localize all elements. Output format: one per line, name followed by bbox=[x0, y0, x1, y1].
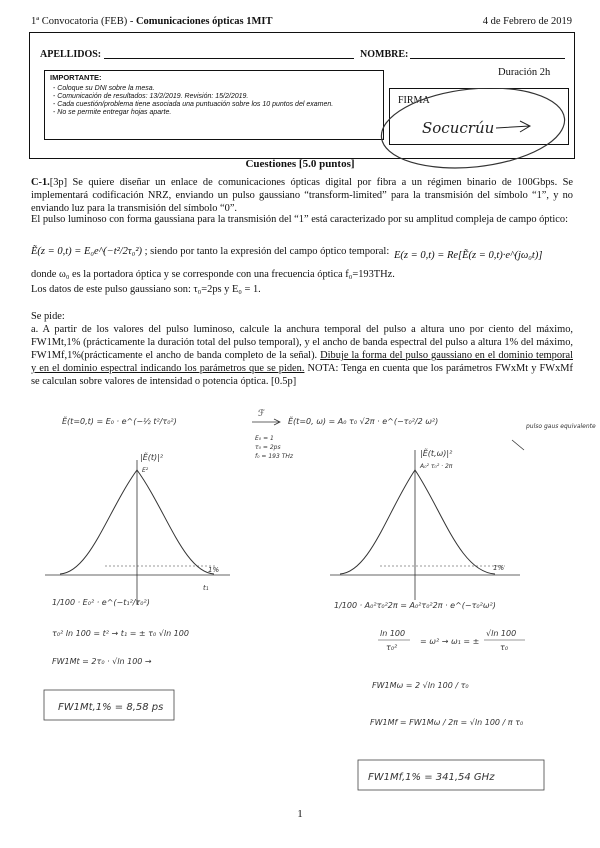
course-title: Comunicaciones ópticas 1MIT bbox=[135, 16, 273, 27]
important-item: - Cada cuestión/problema tiene asociada una puntuación sobre los 10 puntos del examen. bbox=[53, 101, 383, 109]
hw-right-note: pulso gaus equivalente bbox=[526, 423, 596, 430]
question-text: [3p] Se quiere diseñar un enlace de comunicaciones ópticas digital por fibra a un régimen binario de 100Gbps. Se implementará codificación NRZ, enviando un pulso gaussiano “transform-limited” para la transmisión del símbolo “1”, y no enviando luz para la transmisión del símbolo “0”. bbox=[31, 177, 573, 214]
equation-complex-field: Ẽ(z = 0,t) = E₀e^(−t²/2τ₀²) bbox=[31, 246, 142, 257]
part-a-note: NOTA: Tenga en cuenta que los parámetros FWxMt y FWxMf se calculan sobre valores de intensidad o potencia óptica. [0.5p] bbox=[31, 363, 573, 387]
question-paragraph-5: Se pide: bbox=[31, 311, 65, 322]
page-number: 1 bbox=[297, 808, 303, 820]
hw-left-eq2: τ₀² ln 100 = t² → t₁ = ± τ₀ √ln 100 bbox=[52, 629, 189, 638]
hw-right-peak: |Ẽ(t,ω)|² bbox=[420, 449, 453, 458]
hw-left-1pct: 1% bbox=[208, 566, 220, 574]
exam-header-left bbox=[31, 16, 272, 27]
important-notice-box bbox=[44, 70, 384, 140]
hw-right-a: A₀² τ₀² · 2π bbox=[420, 463, 453, 470]
exam-convocatoria: 1ª Convocatoria (FEB) - bbox=[31, 16, 136, 27]
signature-text: Socucrúu bbox=[422, 119, 495, 137]
important-item: - Coloque su DNI sobre la mesa. bbox=[53, 85, 383, 93]
exam-date: 4 de Febrero de 2019 bbox=[482, 16, 572, 27]
important-item: - Comunicación de resultados: 13/2/2019. Revisión: 15/2/2019. bbox=[53, 93, 383, 101]
hw-right-eq3: FW1Mω = 2 √ln 100 / τ₀ bbox=[372, 681, 469, 690]
question-paragraph-1 bbox=[31, 176, 573, 215]
section-title: Cuestiones [5.0 puntos] bbox=[245, 158, 355, 170]
part-a-underlined: Dibuje la forma del pulso gaussiano en el dominio temporal y en el dominio espectral indicando los parámetros que se piden. bbox=[31, 350, 573, 374]
equations-line bbox=[31, 246, 389, 257]
hw-right-formula: Ẽ(t=0, ω) = A₀ τ₀ √2π · e^(−τ₀²/2 ω²) bbox=[288, 417, 439, 426]
equation-connector: ; siendo por tanto la expresión del campo óptico temporal: bbox=[144, 246, 390, 257]
part-a-text: a. A partir de los valores del pulso luminoso, calcule la anchura temporal del pulso a altura uno por ciento del máximo, FW1Mt,1% (prácticamente la duración total del pulso temporal), y el ancho de banda espectral del pulso a altura 1% del máximo, FW1Mf,1%(prácticamente el ancho de banda completo de la señal). bbox=[31, 324, 573, 361]
hw-param-f0: f₀ = 193 THz bbox=[255, 453, 294, 460]
hw-left-t1: t₁ bbox=[203, 584, 209, 592]
important-list bbox=[45, 85, 383, 117]
hw-right-eq1: 1/100 · A₀²τ₀²2π = A₀²τ₀²2π · e^(−τ₀²ω²) bbox=[334, 601, 496, 610]
apellidos-label: APELLIDOS: bbox=[40, 49, 102, 60]
apellidos-field[interactable] bbox=[104, 58, 354, 59]
equation-temporal-field: E(z = 0,t) = Re[Ẽ(z = 0,t)·e^(jω₀t)] bbox=[394, 250, 543, 261]
question-part-a bbox=[31, 323, 573, 388]
hw-left-result: FW1Mt,1% = 8,58 ps bbox=[58, 702, 164, 713]
hw-left-eq1: 1/100 · E₀² · e^(−t₁²/τ₀²) bbox=[52, 598, 150, 607]
hw-right-eq4: FW1Mf = FW1Mω / 2π = √ln 100 / π τ₀ bbox=[370, 718, 524, 727]
hw-right-eq2e: τ₀ bbox=[500, 643, 509, 652]
hw-left-peak: |Ẽ(t)|² bbox=[140, 453, 164, 462]
nombre-field[interactable] bbox=[410, 58, 565, 59]
question-paragraph-2: El pulso luminoso con forma gaussiana para la transmisión del “1” está caracterizado por su amplitud compleja de campo óptico: bbox=[31, 214, 568, 225]
hw-right-eq2d: √ln 100 bbox=[486, 629, 517, 638]
question-id: C-1. bbox=[31, 177, 50, 188]
hw-fourier-symbol: ℱ bbox=[258, 409, 266, 419]
hw-right-eq2c: = ω² → ω₁ = ± bbox=[420, 637, 480, 646]
important-title: IMPORTANTE: bbox=[50, 73, 102, 82]
handwritten-solution bbox=[0, 400, 600, 800]
hw-right-eq2a: ln 100 bbox=[380, 629, 406, 638]
question-paragraph-4: Los datos de este pulso gaussiano son: τ₀=2ps y E₀ = 1. bbox=[31, 284, 261, 295]
hw-left-e2: E² bbox=[142, 467, 149, 474]
hw-right-eq2b: τ₀² bbox=[386, 643, 398, 652]
hw-param-e0: E₀ = 1 bbox=[255, 435, 274, 442]
important-item: - No se permite entregar hojas aparte. bbox=[53, 109, 383, 117]
hw-param-tau: τ₀ = 2ps bbox=[255, 444, 281, 451]
duration-label: Duración 2h bbox=[498, 67, 551, 78]
hw-left-eq3: FW1Mt = 2τ₀ · √ln 100 → bbox=[52, 657, 152, 666]
firma-label: FIRMA bbox=[398, 95, 430, 106]
hw-left-formula: Ẽ(t=0,t) = E₀ · e^(−½ t²/τ₀²) bbox=[62, 417, 177, 426]
hw-right-1pct: 1% bbox=[493, 564, 505, 572]
hw-right-result: FW1Mf,1% = 341,54 GHz bbox=[368, 772, 495, 783]
question-paragraph-3: donde ω₀ es la portadora óptica y se corresponde con una frecuencia óptica f₀=193THz. bbox=[31, 269, 395, 280]
nombre-label: NOMBRE: bbox=[360, 49, 409, 60]
